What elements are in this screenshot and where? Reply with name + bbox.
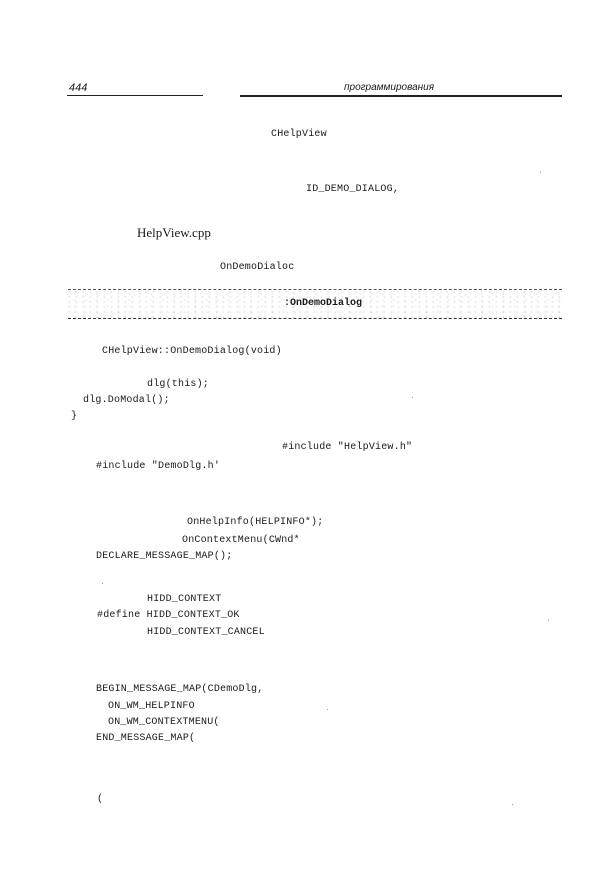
code-hidd-context: HIDD_CONTEXT [147, 594, 222, 605]
scan-speck [548, 620, 549, 621]
listing-title: :OnDemoDialog [284, 298, 363, 309]
code-map-helpinfo: ON_WM_HELPINFO [108, 701, 195, 712]
code-decl-contextmenu: OnContextMenu(CWnd* [182, 535, 300, 546]
code-line-close-brace: } [71, 411, 78, 422]
running-title: программирования [344, 82, 435, 93]
code-include-demodlg: #include "DemoDlg.h' [96, 461, 221, 472]
scan-speck [327, 709, 328, 710]
code-line-dlg: dlg(this); [147, 379, 210, 390]
code-line-domodal: dlg.DoModal(); [83, 395, 170, 406]
code-map-end: END_MESSAGE_MAP( [96, 733, 196, 744]
file-name-ref: HelpView.cpp [137, 225, 211, 240]
scan-speck [512, 804, 513, 805]
header-rule-right [240, 95, 562, 97]
code-hidd-cancel: HIDD_CONTEXT_CANCEL [147, 627, 265, 638]
code-decl-helpinfo: OnHelpInfo(HELPINFO*); [187, 517, 324, 528]
listing-caption-bar [68, 289, 562, 319]
code-define-ok: #define HIDD_CONTEXT_OK [97, 610, 240, 621]
code-include-helpview: #include "HelpView.h" [282, 442, 413, 453]
code-map-contextmenu: ON_WM_CONTEXTMENU( [108, 717, 220, 728]
class-name-ref: CHelpView [271, 129, 327, 140]
scan-speck [412, 397, 413, 398]
dialog-id-ref: ID_DEMO_DIALOG, [306, 184, 400, 195]
scan-speck [540, 172, 541, 173]
scan-speck [102, 583, 103, 584]
header-rule-left [67, 95, 203, 96]
code-line-method: CHelpView::OnDemoDialog(void) [102, 346, 282, 357]
handler-name-ref: OnDemoDialoc [220, 262, 295, 273]
code-open-brace: ( [97, 794, 104, 805]
page-number: 444 [69, 82, 88, 94]
code-declare-map: DECLARE_MESSAGE_MAP(); [96, 551, 233, 562]
code-map-begin: BEGIN_MESSAGE_MAP(CDemoDlg, [96, 684, 264, 695]
